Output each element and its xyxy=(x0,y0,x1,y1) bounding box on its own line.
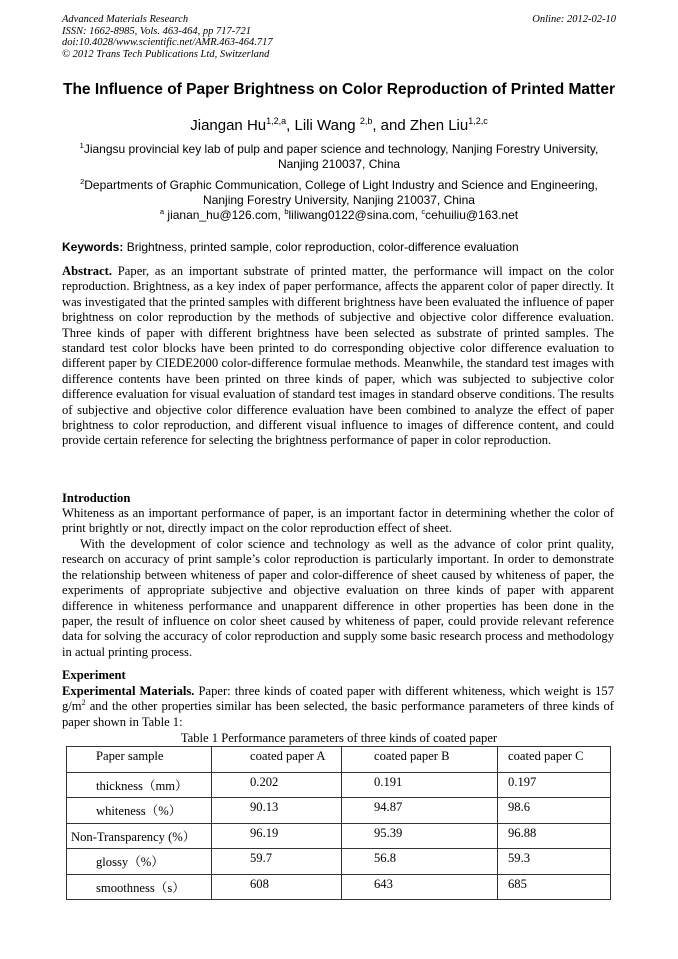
table-cell: 59.7 xyxy=(212,849,342,875)
journal-header xyxy=(62,14,273,60)
author-name: Jiangan Hu xyxy=(190,117,267,134)
affil-line: Departments of Graphic Communication, College of Light Industry and Science and Engineering, xyxy=(84,178,598,192)
section-heading-introduction: Introduction xyxy=(62,491,131,505)
author-separator: , and xyxy=(372,117,410,134)
table-header-cell: coated paper C xyxy=(498,747,611,773)
section-heading-experiment: Experiment xyxy=(62,668,126,682)
table-row xyxy=(67,849,611,875)
table-cell: 608 xyxy=(212,874,342,900)
author-affil-sup: 2,b xyxy=(359,116,373,126)
intro-paragraph-1: Whiteness as an important performance of paper, is an important factor in determining whether the color of print brightly or not, directly impact on the color reproduction effect of sheet. xyxy=(62,506,614,536)
intro-paragraph-2: With the development of color science and technology as well as the advance of color print quality, research on accuracy of print sample’s color reproduction is particularly important. In order to demonstrate the relationship between whiteness of paper and color-difference of sheet caused by whiteness of paper, the experiments of appropriate subjective and objective evaluation on three kinds of paper with apparent difference in whiteness performance and unapparent difference in other properties has been done in the paper, the result of influence on color sheet caused by whiteness of paper, could provide relevant reference data for solving the accuracy of color reproduction and supply some basic research process and methodology in actual printing process. xyxy=(62,537,614,659)
abstract-label: Abstract. xyxy=(62,264,113,278)
paper-title: The Influence of Paper Brightness on Color Reproduction of Printed Matter xyxy=(62,81,615,98)
email-list xyxy=(62,208,616,223)
table-cell: 56.8 xyxy=(342,849,498,875)
affiliation-2 xyxy=(62,178,616,223)
table-cell: smoothness（s） xyxy=(67,874,212,900)
paragraph-text: and the other properties similar has been selected, the basic performance parameters of three kinds of paper shown in Table 1: xyxy=(62,699,614,729)
email[interactable]: cehuiliu@163.net xyxy=(425,208,519,222)
table-cell: Non-Transparency (%） xyxy=(67,823,212,849)
table-cell: glossy（%） xyxy=(67,849,212,875)
affil-line: Nanjing 210037, China xyxy=(277,157,401,171)
email[interactable]: liliwang0122@sina.com, xyxy=(288,208,422,222)
copyright-line: © 2012 Trans Tech Publications Ltd, Switzerland xyxy=(62,48,270,60)
online-date: Online: 2012-02-10 xyxy=(532,14,616,25)
table-cell: thickness（mm） xyxy=(67,772,212,798)
author-name: Zhen Liu xyxy=(409,117,469,134)
affil-line: Jiangsu provincial key lab of pulp and paper science and technology, Nanjing Forestry University, xyxy=(83,142,599,156)
table-cell: 96.88 xyxy=(498,823,611,849)
table-row xyxy=(67,823,611,849)
table-cell: 643 xyxy=(342,874,498,900)
issn-line: ISSN: 1662-8985, Vols. 463-464, pp 717-721 xyxy=(62,25,251,37)
affil-line: Nanjing Forestry University, Nanjing 210037, China xyxy=(203,193,475,207)
table-cell: whiteness（%） xyxy=(67,798,212,824)
keywords-text: Brightness, printed sample, color reproduction, color-difference evaluation xyxy=(123,240,519,254)
table-cell: 685 xyxy=(498,874,611,900)
email[interactable]: jianan_hu@126.com, xyxy=(164,208,285,222)
subsection-label: Experimental Materials. xyxy=(62,684,195,698)
email-sup: c xyxy=(421,207,426,216)
table-cell: 90.13 xyxy=(212,798,342,824)
table-cell: 96.19 xyxy=(212,823,342,849)
paragraph-text: Paper: three kinds of coated paper with different whiteness, which weight is 157 g/m xyxy=(62,684,614,714)
unit-superscript: 2 xyxy=(81,698,86,708)
abstract-text: Paper, as an important substrate of printed matter, the performance will impact on the color reproduction. Brightness, as a key index of paper performance, affects the apparent color of paper directly. It was investigated that the printed samples with different brightness have been evaluated the influence of paper brightness on color reproduction by the methods of subjective and objective color difference evaluation. Three kinds of paper with different brightness have been selected as substrate of printed samples. The standard test color blocks have been printed to do corresponding objective color difference evaluation to different paper by CIEDE2000 color-difference formulae methods. Meanwhile, the standard test images with difference contents have been printed on three kinds of paper, which was subjected to subjective color difference evaluation for visual evaluation of standard test images in standard observe conditions. The results of subjective and objective color difference evaluation have been combined to analyze the effect of paper brightness to color reproduction, and different visual influence to images of difference content, and could provide certain reference for selecting the brightness performance of paper in color reproduction. xyxy=(62,264,614,448)
author-list xyxy=(62,117,616,135)
table-cell: 0.197 xyxy=(498,772,611,798)
journal-name: Advanced Materials Research xyxy=(62,14,189,25)
author-affil-sup: 1,2,c xyxy=(468,116,488,126)
table-header-cell: coated paper B xyxy=(342,747,498,773)
table-caption: Table 1 Performance parameters of three kinds of coated paper xyxy=(180,731,498,745)
table-cell: 98.6 xyxy=(498,798,611,824)
table-row xyxy=(67,798,611,824)
author-affil-sup: 1,2,a xyxy=(266,116,287,126)
keywords xyxy=(62,240,616,255)
table-header-cell: coated paper A xyxy=(212,747,342,773)
table-cell: 0.202 xyxy=(212,772,342,798)
table-cell: 95.39 xyxy=(342,823,498,849)
performance-parameters-table xyxy=(66,746,611,900)
table-cell: 0.191 xyxy=(342,772,498,798)
affil-sup: 2 xyxy=(80,177,85,186)
email-sup: a xyxy=(159,207,165,216)
experimental-materials-paragraph xyxy=(62,684,614,730)
email-sup: b xyxy=(284,207,289,216)
table-cell: 59.3 xyxy=(498,849,611,875)
table-row xyxy=(67,772,611,798)
abstract xyxy=(62,264,614,449)
doi-line: doi:10.4028/www.scientific.net/AMR.463-464.717 xyxy=(62,37,273,48)
table-cell: 94.87 xyxy=(342,798,498,824)
affil-sup: 1 xyxy=(79,141,84,150)
author-separator: , xyxy=(286,117,295,134)
table-header-row xyxy=(67,747,611,773)
affiliation-1 xyxy=(62,142,616,172)
author-name: Lili Wang xyxy=(294,117,360,134)
table-row xyxy=(67,874,611,900)
keywords-label: Keywords: xyxy=(62,240,124,254)
table-header-cell: Paper sample xyxy=(67,747,212,773)
